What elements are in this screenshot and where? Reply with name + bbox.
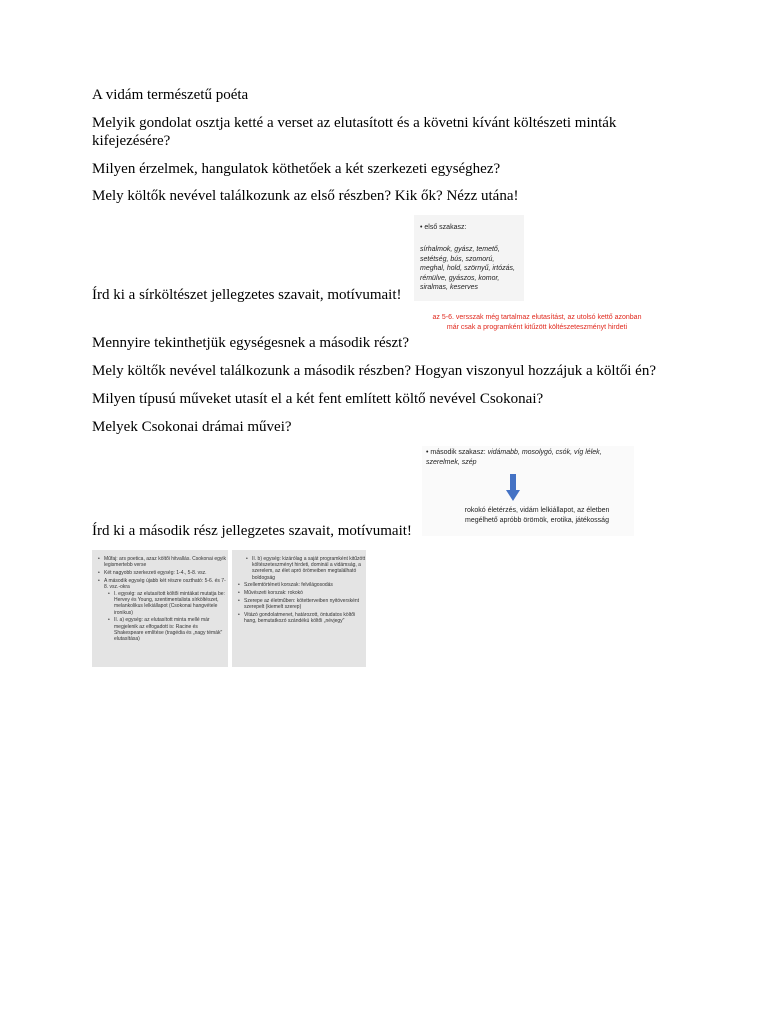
question-7: Milyen típusú műveket utasít el a két fent említett költő nevével Csokonai? [92, 391, 544, 407]
second-section-image [422, 446, 634, 536]
question-9: Írd ki a második rész jellegzetes szavait, motívumait! [92, 523, 412, 539]
question-2: Milyen érzelmek, hangulatok köthetőek a két szerkezeti egységhez? [92, 161, 501, 177]
question-8: Melyek Csokonai drámai művei? [92, 419, 292, 435]
first-section-image [414, 215, 524, 301]
slide-right-bullet-3: • Művészeti korszak: rokokó [244, 590, 366, 596]
second-section-top [426, 448, 616, 467]
red-note-image [432, 313, 642, 345]
slide-right-bullet-4: • Szerepe az életműben: kötetterveiben nyitóversként szerepelt (kiemelt szerep) [244, 598, 366, 610]
arrow-down-icon [506, 474, 520, 502]
second-section-label: • második szakasz: [426, 449, 486, 456]
first-section-heading: • első szakasz: [420, 224, 467, 231]
second-section-bottom: rokokó életérzés, vidám lelkiállapot, az életben megélhető apróbb örömök, erotika, játékosság [464, 507, 610, 524]
question-3: Mely költők nevével találkozunk az első részben? Kik ők? Nézz utána! [92, 188, 519, 204]
slide-left-bullet-1: • Műfaj: ars poetica, azaz költői hitvallás. Csokonai egyik legismertebb verse [104, 556, 228, 568]
page-title: A vidám természetű poéta [92, 87, 249, 103]
slide-left-bullet-3 [104, 578, 228, 643]
slide-right-bullet-2: • Szellemtörténeti korszak: felvilágosodás [244, 582, 366, 588]
slide-left-bullet-2: • Két nagyobb szerkezeti egység: 1-4., 5-8. vsz. [104, 570, 228, 576]
question-4: Írd ki a sírköltészet jellegzetes szavait, motívumait! [92, 287, 402, 303]
question-5: Mennyire tekinthetjük egységesnek a második részt? [92, 335, 409, 351]
summary-slide-right [232, 550, 366, 667]
slide-right-bullet-5: • Vitázó gondolatmenet, határozott, öntudatos költői hang, bemutatkozó szándékú költői „névjegy" [244, 612, 366, 624]
slide-left-sub-1: • I. egység: az elutasított költői mintákat mutatja be: Hervey és Young, szentimentalista sírköltészet, melankolikus lelkiállapot (Csokonai hangvétele ironikus) [114, 591, 228, 616]
first-section-words: sírhalmok, gyász, temető, setétség, bús, szomorú, meghal, hold, szörnyű, irtózás, rémülve, gyászos, komor, siralmas, keserves [420, 246, 515, 292]
red-note-text: az 5-6. versszak még tartalmaz elutasítást, az utolsó kettő azonban már csak a programként kitűzött költészeteszményt hirdeti [432, 314, 642, 331]
slide-left-bullet-3-text: A második egység újabb két részre osztható: 5-6. és 7-8. vsz.-okra [104, 577, 226, 590]
question-6: Mely költők nevével találkozunk a második részben? Hogyan viszonyul hozzájuk a költői én? [92, 363, 657, 379]
slide-right-bullet-1: • II. b) egység: kizárólag a saját programként kitűzött költészeteszményt hirdeti, dominál a vidámság, a szerelem, az élet apró örömeiben megtalálható boldogság [252, 556, 366, 581]
summary-slide-left [92, 550, 228, 667]
second-section-words: vidámabb, mosolygó, csók, víg lélek, szerelmek, szép [426, 449, 602, 466]
slide-left-sub-2: • II. a) egység: az elutasított minta mellé már megjelenik az elfogadott is: Racine és Shakespeare említése (tragédia és „nagy témák" elutasítása) [114, 617, 228, 642]
question-1: Melyik gondolat osztja ketté a verset az elutasított és a követni kívánt költészeti minták kifejezésére? [92, 115, 617, 149]
